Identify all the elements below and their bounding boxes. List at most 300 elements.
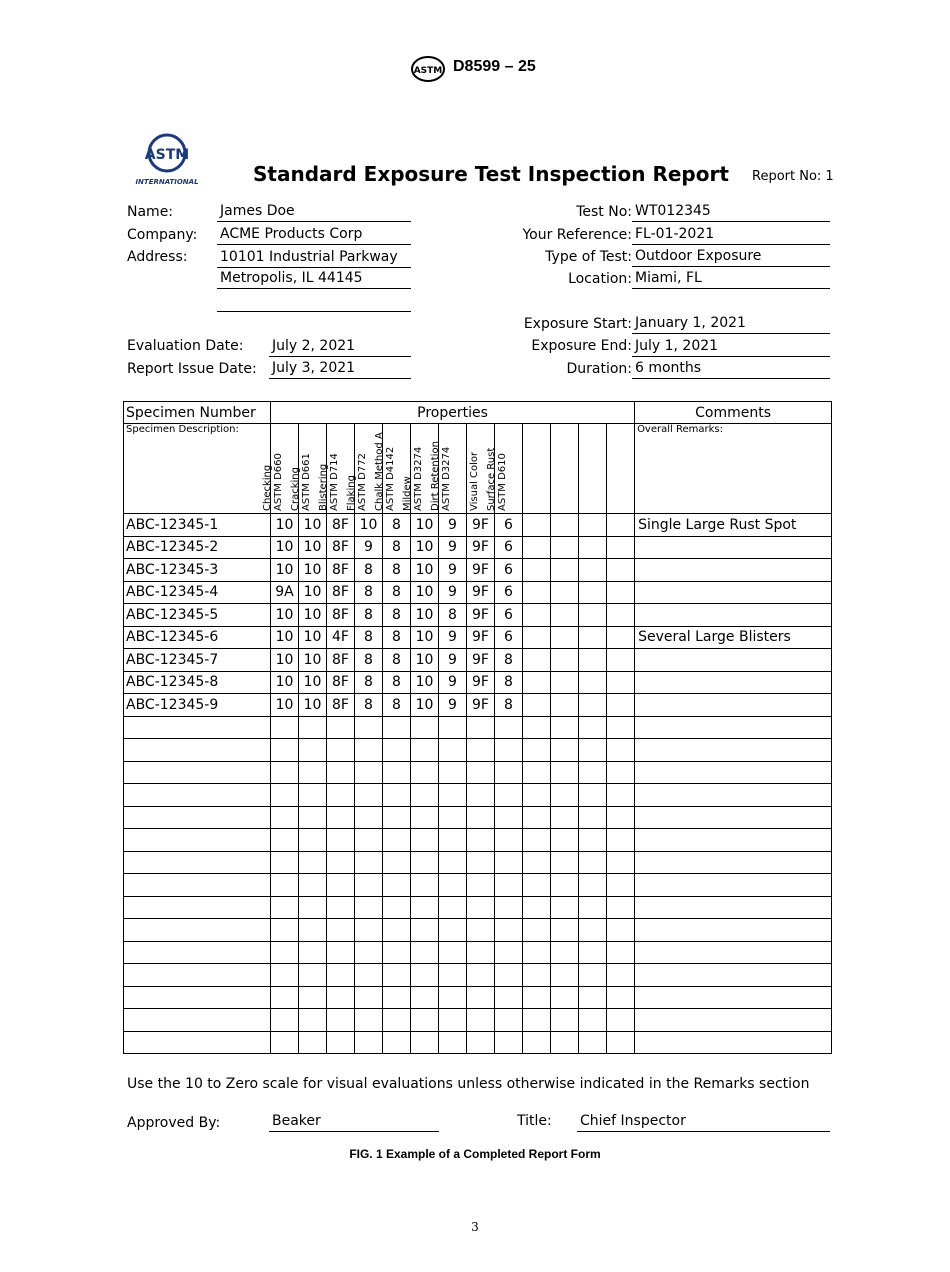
property-column-label-line: Mildew (402, 476, 413, 511)
property-value-cell: 10 (271, 559, 299, 582)
empty-cell (607, 964, 635, 987)
empty-cell (383, 1009, 411, 1032)
property-value-cell (607, 604, 635, 627)
property-value-cell: 10 (299, 559, 327, 582)
comment-cell (635, 694, 832, 717)
empty-cell (383, 806, 411, 829)
property-value-cell (607, 514, 635, 537)
empty-cell (551, 941, 579, 964)
property-value-cell: 9F (467, 604, 495, 627)
empty-cell (607, 874, 635, 897)
empty-cell (299, 761, 327, 784)
empty-cell (523, 919, 551, 942)
empty-cell (383, 716, 411, 739)
empty-table-row (124, 739, 832, 762)
empty-cell (523, 829, 551, 852)
property-value-cell (579, 536, 607, 559)
empty-cell (579, 1031, 607, 1054)
empty-cell (327, 896, 355, 919)
empty-cell (271, 896, 299, 919)
property-value-cell: 9F (467, 694, 495, 717)
property-value-cell: 10 (299, 626, 327, 649)
empty-cell (355, 806, 383, 829)
exposure-end-value: July 1, 2021 (632, 337, 830, 357)
property-value-cell (523, 559, 551, 582)
astm-logo-icon (410, 55, 446, 83)
property-value-cell (579, 581, 607, 604)
property-value-cell (607, 671, 635, 694)
empty-cell (495, 986, 523, 1009)
empty-cell (607, 919, 635, 942)
property-value-cell (551, 626, 579, 649)
empty-cell (551, 761, 579, 784)
empty-table-row (124, 1031, 832, 1054)
empty-cell (327, 1031, 355, 1054)
property-value-cell: 9F (467, 581, 495, 604)
empty-table-row (124, 964, 832, 987)
empty-cell (355, 784, 383, 807)
empty-cell (495, 1009, 523, 1032)
empty-cell (383, 761, 411, 784)
empty-cell (607, 716, 635, 739)
empty-cell (635, 919, 832, 942)
empty-cell (523, 986, 551, 1009)
property-value-cell: 8 (355, 581, 383, 604)
table-header-row (124, 402, 832, 424)
empty-cell (271, 784, 299, 807)
table-row (124, 649, 832, 672)
empty-cell (635, 986, 832, 1009)
empty-cell (124, 874, 271, 897)
empty-cell (299, 739, 327, 762)
property-column-label-line: ASTM D660 (273, 453, 284, 511)
comments-header: Comments (635, 402, 832, 424)
empty-cell (411, 964, 439, 987)
property-value-cell (523, 514, 551, 537)
empty-cell (411, 739, 439, 762)
empty-cell (355, 1009, 383, 1032)
empty-cell (523, 851, 551, 874)
property-value-cell (579, 649, 607, 672)
empty-cell (607, 851, 635, 874)
empty-cell (411, 919, 439, 942)
property-value-cell: 10 (271, 604, 299, 627)
empty-cell (635, 874, 832, 897)
empty-table-row (124, 896, 832, 919)
empty-cell (607, 986, 635, 1009)
empty-table-row (124, 941, 832, 964)
empty-cell (271, 1031, 299, 1054)
property-value-cell: 10 (411, 626, 439, 649)
empty-cell (355, 716, 383, 739)
title-label: Title: (517, 1113, 552, 1129)
empty-cell (271, 829, 299, 852)
property-value-cell: 9 (439, 536, 467, 559)
property-value-cell (523, 694, 551, 717)
empty-cell (551, 829, 579, 852)
empty-cell (124, 784, 271, 807)
property-value-cell (607, 559, 635, 582)
empty-table-row (124, 919, 832, 942)
property-column-header (430, 424, 467, 514)
table-row (124, 514, 832, 537)
empty-table-row (124, 829, 832, 852)
specimen-number-cell: ABC-12345-7 (124, 649, 271, 672)
property-value-cell: 8F (327, 536, 355, 559)
property-value-cell: 10 (299, 514, 327, 537)
property-column-label (469, 452, 480, 511)
property-column-label (374, 432, 396, 511)
scale-footnote: Use the 10 to Zero scale for visual evaluations unless otherwise indicated in the Remarks section (127, 1076, 810, 1092)
empty-cell (327, 986, 355, 1009)
approved-by-label: Approved By: (127, 1115, 221, 1131)
property-value-cell (551, 671, 579, 694)
property-value-cell: 9 (439, 626, 467, 649)
overall-remarks-header: Overall Remarks: (635, 424, 832, 514)
table-row (124, 604, 832, 627)
test-type-label: Type of Test: (545, 249, 632, 265)
empty-cell (271, 919, 299, 942)
property-value-cell: 9 (439, 694, 467, 717)
empty-cell (523, 896, 551, 919)
empty-cell (439, 896, 467, 919)
empty-cell (551, 919, 579, 942)
empty-cell (439, 761, 467, 784)
report-title: Standard Exposure Test Inspection Report (253, 162, 729, 186)
empty-cell (495, 716, 523, 739)
empty-cell (271, 986, 299, 1009)
specimen-number-cell: ABC-12345-2 (124, 536, 271, 559)
empty-cell (124, 896, 271, 919)
property-value-cell: 10 (411, 581, 439, 604)
issue-date-label: Report Issue Date: (127, 361, 257, 377)
empty-cell (124, 986, 271, 1009)
empty-cell (271, 761, 299, 784)
empty-cell (271, 851, 299, 874)
empty-cell (411, 784, 439, 807)
empty-cell (635, 716, 832, 739)
empty-cell (327, 1009, 355, 1032)
empty-cell (355, 941, 383, 964)
empty-cell (495, 784, 523, 807)
property-value-cell: 8 (439, 604, 467, 627)
property-value-cell: 8 (383, 536, 411, 559)
issue-date-value: July 3, 2021 (269, 359, 411, 379)
property-value-cell: 9 (439, 559, 467, 582)
exposure-start-label: Exposure Start: (523, 316, 632, 332)
property-value-cell: 10 (271, 649, 299, 672)
comment-cell: Several Large Blisters (635, 626, 832, 649)
empty-cell (579, 739, 607, 762)
property-column-header (523, 424, 551, 514)
property-value-cell: 10 (271, 626, 299, 649)
property-column-label-line: ASTM D661 (301, 453, 312, 511)
properties-header: Properties (271, 402, 635, 424)
property-column-label-line: ASTM D714 (329, 453, 340, 511)
empty-cell (411, 829, 439, 852)
empty-cell (299, 716, 327, 739)
specimen-number-cell: ABC-12345-8 (124, 671, 271, 694)
empty-cell (299, 986, 327, 1009)
property-value-cell: 10 (411, 671, 439, 694)
empty-cell (124, 919, 271, 942)
empty-cell (523, 1009, 551, 1032)
location-value: Miami, FL (632, 269, 830, 289)
property-column-label (318, 453, 340, 511)
property-value-cell: 10 (411, 604, 439, 627)
empty-cell (124, 964, 271, 987)
property-value-cell: 4F (327, 626, 355, 649)
empty-cell (439, 919, 467, 942)
property-value-cell: 6 (495, 536, 523, 559)
property-value-cell: 8 (355, 671, 383, 694)
empty-cell (579, 829, 607, 852)
empty-cell (635, 829, 832, 852)
empty-cell (467, 964, 495, 987)
empty-table-row (124, 874, 832, 897)
address-label: Address: (127, 249, 188, 265)
empty-cell (383, 964, 411, 987)
empty-cell (271, 1009, 299, 1032)
address-line2: Metropolis, IL 44145 (217, 269, 411, 289)
empty-cell (383, 851, 411, 874)
empty-cell (439, 716, 467, 739)
property-value-cell: 9F (467, 649, 495, 672)
empty-cell (495, 896, 523, 919)
property-value-cell: 8 (355, 604, 383, 627)
property-value-cell: 10 (411, 536, 439, 559)
property-value-cell: 6 (495, 626, 523, 649)
empty-cell (327, 806, 355, 829)
empty-cell (551, 986, 579, 1009)
empty-cell (607, 761, 635, 784)
property-value-cell: 10 (355, 514, 383, 537)
empty-cell (607, 784, 635, 807)
empty-cell (271, 716, 299, 739)
empty-cell (467, 1009, 495, 1032)
empty-cell (124, 829, 271, 852)
empty-cell (495, 761, 523, 784)
property-value-cell: 10 (299, 536, 327, 559)
empty-cell (411, 986, 439, 1009)
empty-cell (523, 806, 551, 829)
empty-cell (355, 761, 383, 784)
empty-cell (411, 716, 439, 739)
property-column-label (402, 447, 424, 511)
empty-cell (383, 1031, 411, 1054)
property-value-cell: 8 (355, 694, 383, 717)
empty-cell (551, 1009, 579, 1032)
empty-cell (327, 761, 355, 784)
reference-value: FL-01-2021 (632, 225, 830, 245)
empty-cell (579, 874, 607, 897)
property-value-cell (607, 649, 635, 672)
property-value-cell: 10 (271, 514, 299, 537)
property-value-cell: 8F (327, 694, 355, 717)
empty-cell (579, 716, 607, 739)
property-value-cell (551, 536, 579, 559)
empty-cell (355, 851, 383, 874)
empty-table-row (124, 784, 832, 807)
empty-cell (579, 761, 607, 784)
empty-cell (124, 716, 271, 739)
empty-cell (551, 964, 579, 987)
empty-cell (439, 739, 467, 762)
empty-cell (467, 896, 495, 919)
empty-table-row (124, 806, 832, 829)
empty-cell (327, 829, 355, 852)
empty-cell (299, 851, 327, 874)
name-label: Name: (127, 204, 174, 220)
empty-table-row (124, 716, 832, 739)
property-value-cell (607, 536, 635, 559)
property-column-label-line: Visual Color (469, 451, 480, 511)
empty-cell (635, 784, 832, 807)
property-value-cell (523, 671, 551, 694)
property-value-cell (579, 559, 607, 582)
table-description-row (124, 424, 832, 514)
empty-cell (607, 941, 635, 964)
empty-cell (439, 829, 467, 852)
empty-cell (579, 1009, 607, 1032)
empty-cell (411, 851, 439, 874)
empty-table-row (124, 986, 832, 1009)
empty-cell (439, 986, 467, 1009)
property-value-cell: 8 (383, 559, 411, 582)
empty-cell (355, 829, 383, 852)
test-no-label: Test No: (576, 204, 632, 220)
empty-cell (299, 896, 327, 919)
empty-cell (299, 1031, 327, 1054)
empty-cell (495, 919, 523, 942)
property-column-header (579, 424, 607, 514)
empty-cell (299, 874, 327, 897)
empty-cell (579, 919, 607, 942)
property-value-cell (551, 559, 579, 582)
location-label: Location: (568, 271, 632, 287)
property-value-cell: 6 (495, 604, 523, 627)
property-column-label-line: Dirt Retention (430, 441, 441, 511)
empty-cell (271, 874, 299, 897)
empty-cell (607, 896, 635, 919)
empty-cell (327, 941, 355, 964)
property-value-cell (551, 581, 579, 604)
property-value-cell: 9 (355, 536, 383, 559)
property-value-cell (607, 694, 635, 717)
property-column-label (346, 453, 368, 511)
document-number: D8599 – 25 (453, 58, 536, 75)
property-value-cell: 10 (299, 671, 327, 694)
property-value-cell: 8F (327, 604, 355, 627)
property-column-label (290, 453, 312, 511)
specimen-number-cell: ABC-12345-6 (124, 626, 271, 649)
empty-cell (523, 1031, 551, 1054)
empty-cell (635, 964, 832, 987)
empty-cell (551, 784, 579, 807)
table-row (124, 581, 832, 604)
empty-cell (439, 941, 467, 964)
empty-cell (635, 1009, 832, 1032)
property-value-cell (579, 514, 607, 537)
property-column-header (486, 424, 523, 514)
empty-cell (467, 1031, 495, 1054)
evaluation-date-value: July 2, 2021 (269, 337, 411, 357)
property-value-cell: 10 (411, 559, 439, 582)
property-column-label-line: Chalk Method A (374, 432, 385, 511)
empty-cell (299, 964, 327, 987)
empty-cell (551, 806, 579, 829)
table-row (124, 559, 832, 582)
empty-cell (579, 806, 607, 829)
empty-cell (299, 784, 327, 807)
property-column-label (262, 453, 284, 511)
empty-cell (124, 1031, 271, 1054)
comment-cell (635, 649, 832, 672)
astm-international-logo-icon (137, 133, 197, 189)
empty-cell (495, 851, 523, 874)
empty-cell (355, 896, 383, 919)
property-value-cell: 8 (383, 694, 411, 717)
property-value-cell: 8 (383, 671, 411, 694)
empty-cell (383, 874, 411, 897)
empty-cell (467, 716, 495, 739)
empty-cell (327, 739, 355, 762)
empty-cell (124, 761, 271, 784)
empty-cell (523, 964, 551, 987)
property-value-cell: 8F (327, 514, 355, 537)
property-value-cell: 8 (383, 514, 411, 537)
property-value-cell (523, 649, 551, 672)
empty-cell (355, 964, 383, 987)
property-value-cell: 8 (355, 649, 383, 672)
property-column-label-line: ASTM D4142 (385, 446, 396, 511)
address-line3 (217, 292, 411, 312)
table-row (124, 536, 832, 559)
comment-cell (635, 581, 832, 604)
property-value-cell (607, 581, 635, 604)
test-type-value: Outdoor Exposure (632, 247, 830, 267)
property-value-cell: 10 (271, 694, 299, 717)
property-value-cell: 8F (327, 649, 355, 672)
inspection-table (123, 401, 831, 1054)
property-value-cell (551, 604, 579, 627)
property-value-cell: 10 (271, 536, 299, 559)
empty-cell (327, 716, 355, 739)
empty-cell (411, 874, 439, 897)
empty-cell (495, 874, 523, 897)
property-value-cell: 9F (467, 626, 495, 649)
specimen-number-header: Specimen Number (124, 402, 271, 424)
property-value-cell: 8 (355, 559, 383, 582)
property-value-cell: 10 (299, 649, 327, 672)
empty-cell (411, 941, 439, 964)
empty-cell (607, 1031, 635, 1054)
property-value-cell: 10 (299, 581, 327, 604)
empty-cell (327, 851, 355, 874)
empty-cell (271, 941, 299, 964)
empty-cell (124, 851, 271, 874)
empty-cell (495, 806, 523, 829)
specimen-number-cell: ABC-12345-1 (124, 514, 271, 537)
property-value-cell: 9F (467, 671, 495, 694)
comment-cell (635, 559, 832, 582)
empty-cell (467, 761, 495, 784)
document-header (0, 55, 950, 85)
empty-cell (439, 784, 467, 807)
svg-text:ASTM: ASTM (413, 66, 443, 76)
empty-cell (523, 716, 551, 739)
property-value-cell: 8F (327, 581, 355, 604)
